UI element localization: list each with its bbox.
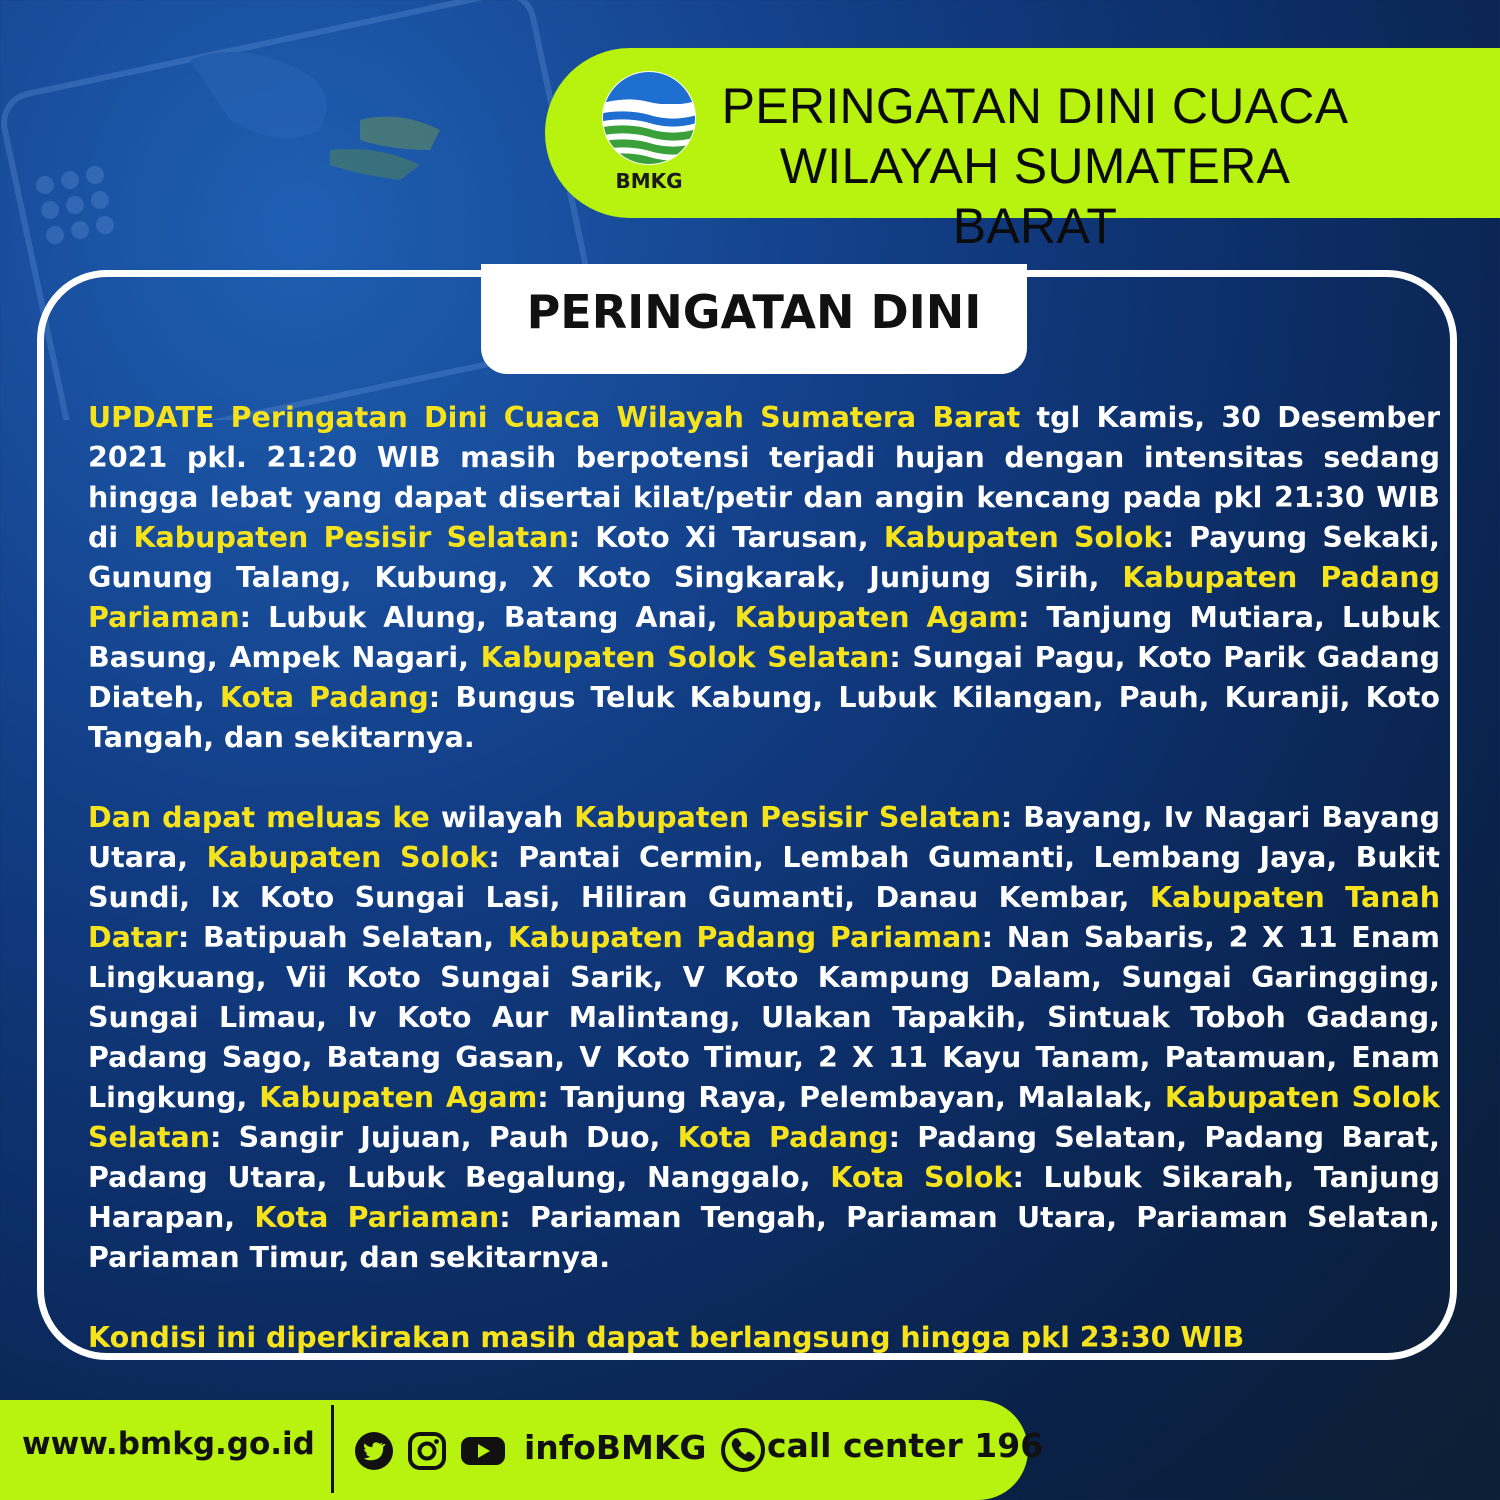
region-name: Kabupaten Agam (259, 1081, 538, 1114)
panel-tab-label: PERINGATAN DINI (526, 285, 982, 339)
body-text: wilayah (429, 801, 575, 834)
twitter-icon[interactable] (354, 1431, 394, 1471)
header-title (705, 76, 1365, 256)
call-center-text[interactable]: call center 196 (767, 1426, 1044, 1465)
region-name: Kabupaten Pesisir Selatan (133, 521, 569, 554)
warning-content (88, 398, 1440, 1398)
district-list: : Batipuah Selatan, (177, 921, 508, 954)
district-list: : Tanjung Raya, Pelembayan, Malalak, (537, 1081, 1165, 1114)
paragraph-condition (88, 1318, 1440, 1358)
region-name: Kota Padang (219, 681, 429, 714)
logo-text: BMKG (615, 169, 683, 192)
region-name: Kota Padang (677, 1121, 889, 1154)
highlight-text: UPDATE Peringatan Dini Cuaca Wilayah Sumatera Barat (88, 401, 1021, 434)
social-handle[interactable]: infoBMKG (524, 1428, 707, 1467)
district-list: : Bungus Teluk Kabung, Lubuk Kilangan, Pauh, Kuranji, Koto Tangah, dan sekitarnya. (88, 681, 1440, 754)
district-list: : Koto Xi Tarusan, (568, 521, 884, 554)
bmkg-logo (598, 70, 700, 192)
district-list: : Nan Sabaris, 2 X 11 Enam Lingkuang, Vii Koto Sungai Sarik, V Koto Kampung Dalam, Sungai Garingging, Sungai Limau, Iv Koto Aur Malintang, Ulakan Tapakih, Sintuak Toboh Gadang, Padang Sago, Batang Gasan, V Koto Timur, 2 X 11 Kayu Tanam, Patamuan, Enam Lingkung, (88, 921, 1440, 1114)
region-name: Kabupaten Solok (883, 521, 1163, 554)
region-name: Kabupaten Pesisir Selatan (574, 801, 1001, 834)
footer-divider (331, 1405, 334, 1493)
highlight-text: Dan dapat meluas ke (88, 801, 430, 834)
region-name: Kabupaten Solok Selatan (88, 1081, 1440, 1154)
condition-text: Kondisi ini diperkirakan masih dapat berlangsung hingga pkl 23:30 WIB (88, 1321, 1245, 1354)
district-list: : Lubuk Sikarah, Tanjung Harapan, (88, 1161, 1440, 1234)
district-list: : Tanjung Mutiara, Lubuk Basung, Ampek Nagari, (88, 601, 1440, 674)
district-list: : Sungai Pagu, Koto Parik Gadang Diateh, (88, 641, 1441, 714)
district-list: : Payung Sekaki, Gunung Talang, Kubung, X Koto Singkarak, Junjung Sirih, (88, 521, 1441, 594)
district-list: : Pantai Cermin, Lembah Gumanti, Lembang Jaya, Bukit Sundi, Ix Koto Sungai Lasi, Hiliran Gumanti, Danau Kembar, (88, 841, 1440, 914)
district-list: : Bayang, Iv Nagari Bayang Utara, (88, 801, 1441, 874)
region-name: Kota Pariaman (254, 1201, 500, 1234)
header-title-line2: WILAYAH SUMATERA BARAT (779, 138, 1291, 254)
instagram-icon[interactable] (407, 1431, 447, 1471)
district-list: : Pariaman Tengah, Pariaman Utara, Pariaman Selatan, Pariaman Timur, dan sekitarnya. (88, 1201, 1441, 1274)
district-list: : Padang Selatan, Padang Barat, Padang Utara, Lubuk Begalung, Nanggalo, (88, 1121, 1441, 1194)
header-title-line1: PERINGATAN DINI CUACA (721, 78, 1349, 134)
body-text: tgl Kamis, 30 Desember 2021 pkl. 21:20 WIB masih berpotensi terjadi hujan dengan intensitas sedang hingga lebat yang dapat disertai kilat/petir dan angin kencang pada pkl 21:30 WIB di (88, 401, 1440, 554)
region-name: Kabupaten Solok (206, 841, 489, 874)
district-list: : Lubuk Alung, Batang Anai, (239, 601, 735, 634)
district-list: : Sangir Jujuan, Pauh Duo, (210, 1121, 678, 1154)
region-name: Kabupaten Solok Selatan (480, 641, 890, 674)
region-name: Kabupaten Padang Pariaman (88, 561, 1440, 634)
region-name: Kabupaten Agam (734, 601, 1018, 634)
region-name: Kabupaten Padang Pariaman (507, 921, 982, 954)
phone-icon (720, 1427, 766, 1473)
youtube-icon[interactable] (460, 1431, 506, 1471)
region-name: Kabupaten Tanah Datar (88, 881, 1440, 954)
paragraph-extension (88, 798, 1440, 1278)
website-link[interactable]: www.bmkg.go.id (22, 1426, 315, 1462)
paragraph-update (88, 398, 1440, 758)
region-name: Kota Solok (830, 1161, 1013, 1194)
